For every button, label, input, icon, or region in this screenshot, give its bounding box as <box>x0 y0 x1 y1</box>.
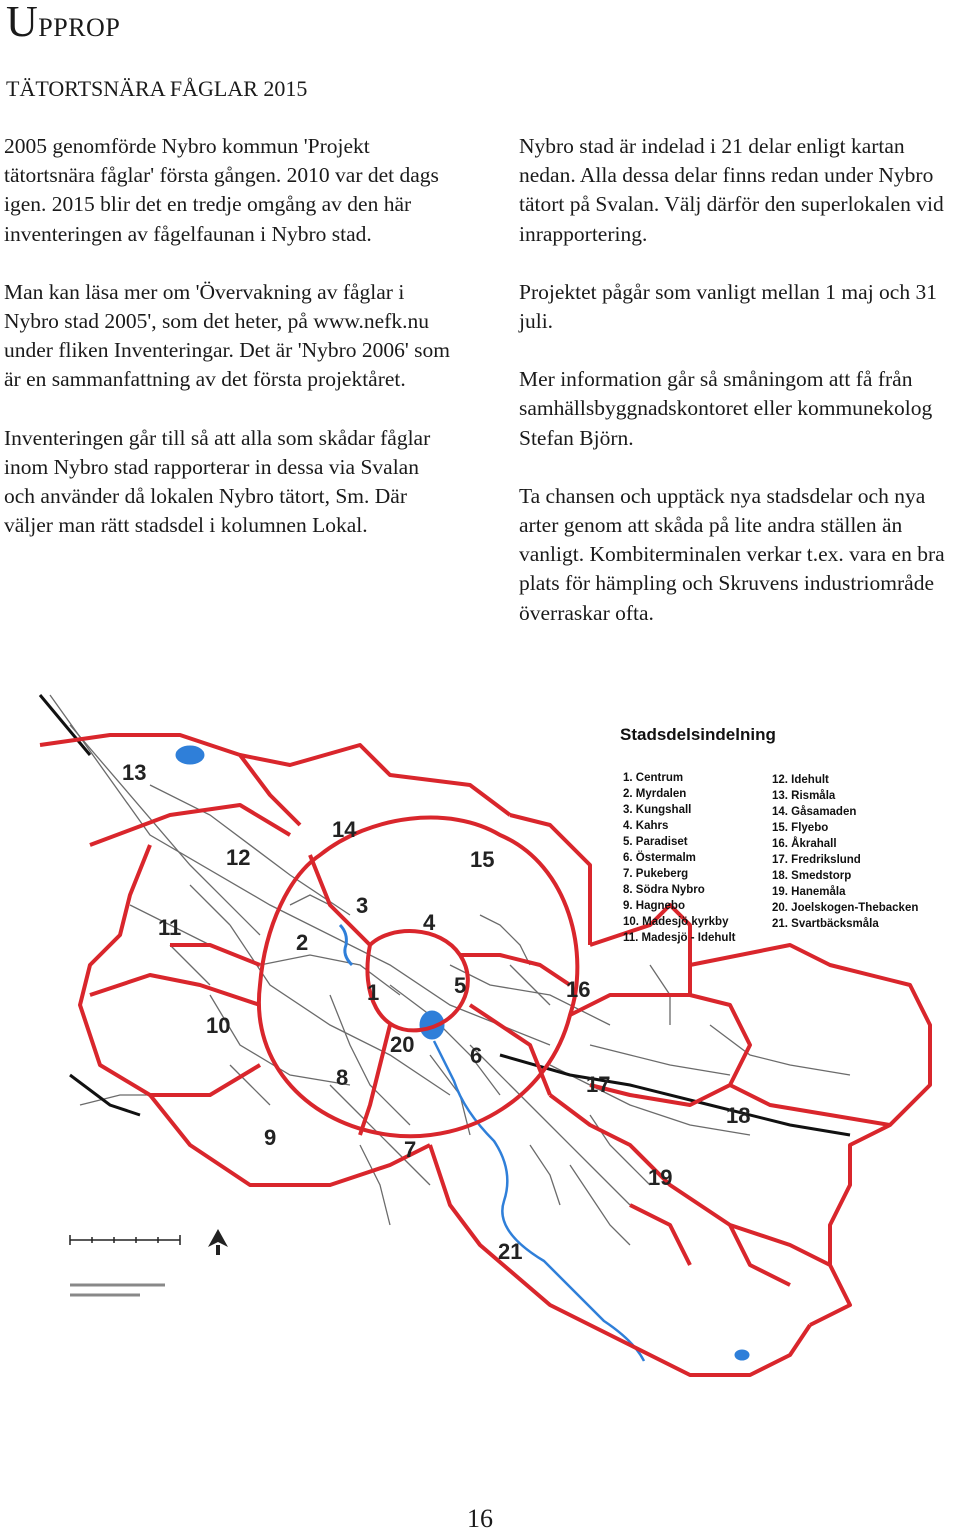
north-arrow-icon <box>208 1229 228 1255</box>
legend-item: 18. Smedstorp <box>772 870 852 882</box>
paragraph: Man kan läsa mer om 'Övervakning av fåglar i Nybro stad 2005', som det heter, på www.nefk.nu under fliken Inventeringar. Det är 'Nybro 2006' som är en sammanfattning av det första projektåret. <box>4 279 450 392</box>
district-number: 15 <box>470 847 495 872</box>
legend-item: 5. Paradiset <box>623 836 688 848</box>
district-number: 17 <box>586 1072 611 1097</box>
page-number: 16 <box>467 1504 493 1533</box>
article-title: TÄTORTSNÄRA FÅGLAR 2015 <box>6 76 308 101</box>
right-column <box>519 132 959 657</box>
legend-item: 17. Fredrikslund <box>772 854 861 866</box>
paragraph: Nybro stad är indelad i 21 delar enligt kartan nedan. Alla dessa delar finns redan under Nybro tätort på Svalan. Välj därför den superlokalen vid inrapportering. <box>519 134 944 246</box>
paragraph: 2005 genomförde Nybro kommun 'Projekt tätortsnära fåglar' första gången. 2010 var det dags igen. 2015 blir det en tredje omgång av den här inventeringen av fågelfaunan i Nybro stad. <box>4 134 439 246</box>
map-title: Stadsdelsindelning <box>620 725 776 744</box>
district-number: 14 <box>332 817 357 842</box>
district-map <box>30 665 950 1385</box>
legend-item: 3. Kungshall <box>623 804 692 816</box>
legend-item: 7. Pukeberg <box>623 868 689 880</box>
legend-item: 21. Svartbäcksmåla <box>772 918 879 930</box>
district-number: 2 <box>296 930 309 955</box>
legend-item: 14. Gåsamaden <box>772 806 857 818</box>
legend-item: 15. Flyebo <box>772 822 829 834</box>
legend-item: 4. Kahrs <box>623 820 669 832</box>
paragraph: Inventeringen går till så att alla som skådar fåglar inom Nybro stad rapporterar in dessa via Svalan och använder då lokalen Nybro tätort, Sm. Där väljer man rätt stadsdel i kolumnen Lokal. <box>4 425 431 538</box>
legend-item: 8. Södra Nybro <box>623 884 705 896</box>
paragraph: Mer information går så småningom att få från samhällsbyggnadskontoret eller kommunekolog Stefan Björn. <box>519 367 933 450</box>
legend-item: 2. Myrdalen <box>623 788 687 800</box>
legend-item: 16. Åkrahall <box>772 838 837 850</box>
legend-item: 11. Madesjö - Idehult <box>623 932 736 944</box>
district-number: 21 <box>498 1239 523 1264</box>
legend-item: 20. Joelskogen-Thebacken <box>772 902 919 914</box>
district-number: 16 <box>566 977 591 1002</box>
map-legend-right <box>772 774 918 930</box>
legend-item: 1. Centrum <box>623 772 684 784</box>
street-network <box>50 695 850 1245</box>
left-column <box>4 132 454 569</box>
page-heading <box>6 0 120 50</box>
legend-item: 6. Östermalm <box>623 852 696 864</box>
district-number: 18 <box>726 1103 751 1128</box>
map-legend-left <box>623 772 736 944</box>
district-number: 20 <box>390 1032 415 1057</box>
district-number: 12 <box>226 845 251 870</box>
district-number: 7 <box>404 1137 417 1162</box>
legend-item: 12. Idehult <box>772 774 829 786</box>
district-number: 9 <box>264 1125 277 1150</box>
legend-item: 9. Hagnebo <box>623 900 685 912</box>
legend-item: 10. Madesjö kyrkby <box>623 916 729 928</box>
district-number: 5 <box>454 973 467 998</box>
district-number: 11 <box>158 915 182 940</box>
heading-rest: PPROP <box>38 13 121 42</box>
district-number: 13 <box>122 760 147 785</box>
district-number: 19 <box>648 1165 673 1190</box>
district-number: 8 <box>336 1065 349 1090</box>
legend-item: 13. Rismåla <box>772 790 836 802</box>
district-number: 1 <box>367 980 380 1005</box>
district-number: 6 <box>470 1043 483 1068</box>
scale-bar <box>70 1235 180 1295</box>
district-number: 4 <box>423 910 436 935</box>
district-number: 3 <box>356 893 369 918</box>
district-number: 10 <box>206 1013 231 1038</box>
paragraph: Projektet pågår som vanligt mellan 1 maj och 31 juli. <box>519 279 937 334</box>
paragraph: Ta chansen och upptäck nya stadsdelar och nya arter genom att skåda på lite andra ställen än vanligt. Kombiterminalen verkar t.ex. vara en bra plats för hämpling och Skruvens industriområde överraskar ofta. <box>519 483 945 625</box>
legend-item: 19. Hanemåla <box>772 886 846 898</box>
heading-initial: U <box>6 0 39 46</box>
